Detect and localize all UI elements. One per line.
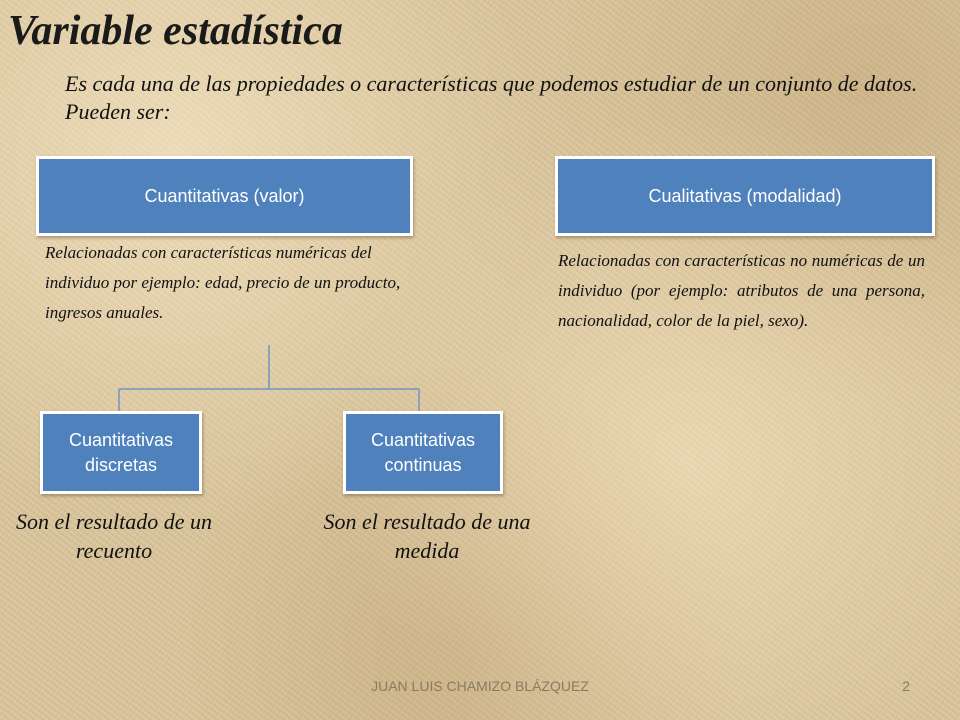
continuas-box — [343, 411, 503, 494]
cuantitativas-description: Relacionadas con características numéricas del individuo por ejemplo: edad, precio de un producto, ingresos anuales. — [45, 243, 401, 322]
page-number: 2 — [902, 678, 910, 694]
cualitativas-description: Relacionadas con características no numéricas de un individuo (por ejemplo: atributos de una persona, nacionalidad, color de la piel, sexo). — [558, 251, 925, 330]
continuas-note: Son el resultado de una medida — [323, 509, 531, 563]
discretas-label: Cuantitativas discretas — [68, 429, 174, 475]
continuas-label: Cuantitativas continuas — [370, 429, 476, 475]
cuantitativas-label: Cuantitativas (valor) — [144, 185, 305, 206]
discretas-box — [40, 411, 202, 494]
slide-title: Variable estadística — [8, 8, 343, 54]
footer-author: JUAN LUIS CHAMIZO BLÁZQUEZ — [371, 678, 589, 694]
intro-text: Es cada una de las propiedades o características que podemos estudiar de un conjunto de datos. Pueden ser: — [65, 71, 918, 124]
discretas-note: Son el resultado de un recuento — [16, 509, 212, 563]
cualitativas-label: Cualitativas (modalidad) — [648, 185, 842, 206]
